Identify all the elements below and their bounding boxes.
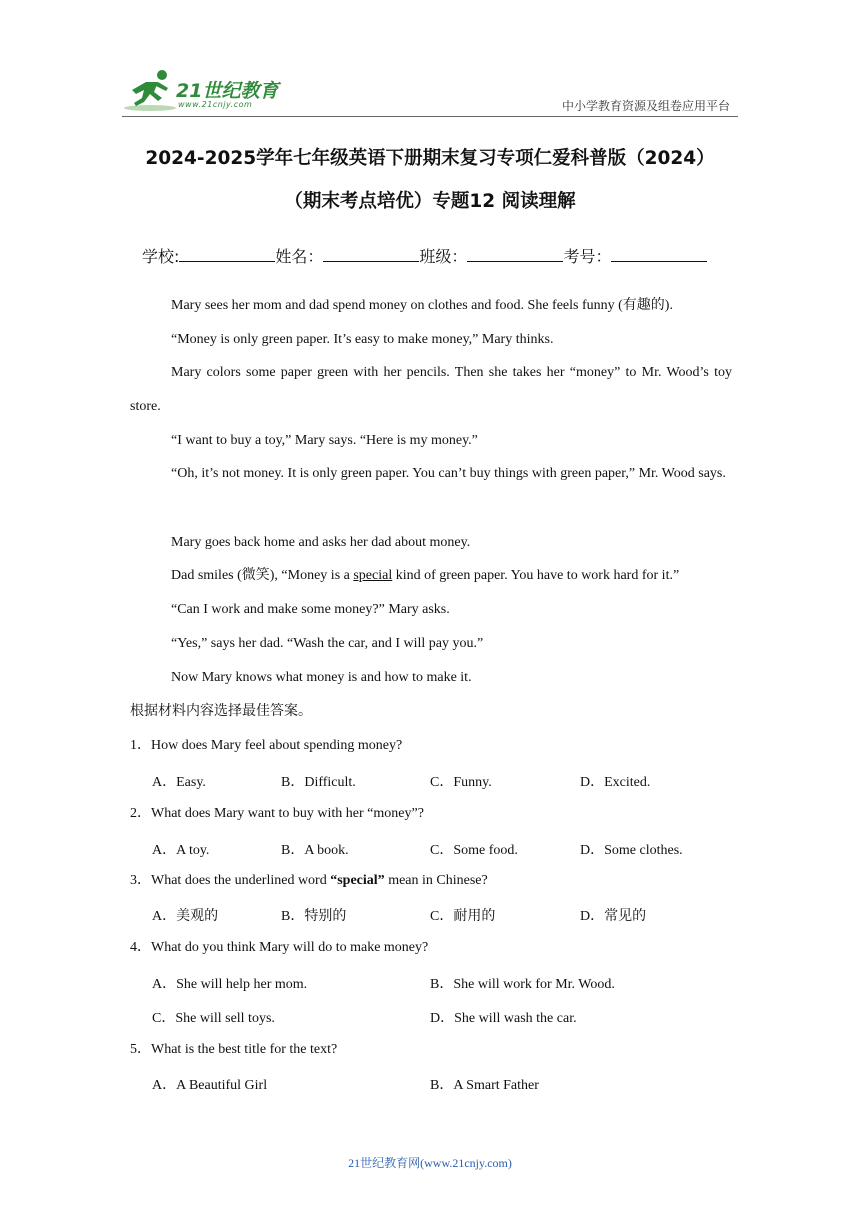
question-stem: 5．What is the best title for the text? xyxy=(130,1042,338,1057)
number-label: 考号： xyxy=(563,247,612,266)
passage-paragraph: Mary sees her mom and dad spend money on clothes and food. She feels funny (有趣的). xyxy=(171,298,673,313)
underlined-word: special xyxy=(353,568,393,583)
student-info-row xyxy=(142,244,707,267)
name-label: 姓名： xyxy=(275,247,324,266)
option-b[interactable]: B．She will work for Mr. Wood. xyxy=(430,977,615,992)
runner-icon xyxy=(122,68,182,114)
passage-paragraph: “I want to buy a toy,” Mary says. “Here is my money.” xyxy=(171,433,478,448)
logo-wordmark: 21世纪教育 xyxy=(176,80,279,102)
header-divider xyxy=(122,116,738,117)
option-b[interactable]: B．A Smart Father xyxy=(430,1078,539,1093)
instruction: 根据材料内容选择最佳答案。 xyxy=(130,704,312,719)
passage-paragraph: Mary colors some paper green with her pencils. Then she takes her “money” to Mr. Wood’s toy store. xyxy=(130,365,732,414)
stem-keyword: “special” xyxy=(330,873,385,888)
passage-paragraph: “Yes,” says her dad. “Wash the car, and I will pay you.” xyxy=(171,636,484,651)
option-b[interactable]: B．特别的 xyxy=(281,909,347,924)
logo-url: www.21cnjy.com xyxy=(178,100,253,109)
passage-paragraph: Now Mary knows what money is and how to make it. xyxy=(171,670,472,685)
school-blank[interactable] xyxy=(179,245,275,262)
option-c[interactable]: C．Some food. xyxy=(430,843,518,858)
stem-text: mean in Chinese? xyxy=(384,873,488,888)
option-d[interactable]: D．She will wash the car. xyxy=(430,1011,577,1026)
name-blank[interactable] xyxy=(323,245,419,262)
passage-paragraph: Mary goes back home and asks her dad about money. xyxy=(171,535,471,550)
page-subtitle: （期末考点培优）专题12 阅读理解 xyxy=(284,191,576,212)
option-c[interactable]: C．Funny. xyxy=(430,775,492,790)
passage-paragraph: “Can I work and make some money?” Mary asks. xyxy=(171,602,450,617)
school-label: 学校: xyxy=(142,247,180,266)
platform-label: 中小学教育资源及组卷应用平台 xyxy=(561,99,730,113)
option-d[interactable]: D．常见的 xyxy=(580,909,647,924)
page-title: 2024-2025学年七年级英语下册期末复习专项仁爱科普版（2024） xyxy=(145,148,715,169)
class-blank[interactable] xyxy=(467,245,563,262)
option-b[interactable]: B．A book. xyxy=(281,843,349,858)
passage-paragraph: “Money is only green paper. It’s easy to make money,” Mary thinks. xyxy=(171,332,554,347)
passage-paragraph: “Oh, it’s not money. It is only green paper. You can’t buy things with green paper,” Mr. Wood says. xyxy=(171,466,726,481)
option-d[interactable]: D．Excited. xyxy=(580,775,651,790)
question-stem: 1．How does Mary feel about spending money? xyxy=(130,738,403,753)
footer-link[interactable]: 21世纪教育网(www.21cnjy.com) xyxy=(348,1156,512,1170)
option-a[interactable]: A．A toy. xyxy=(152,843,210,858)
option-d[interactable]: D．Some clothes. xyxy=(580,843,683,858)
site-logo xyxy=(122,68,294,114)
question-stem: 2．What does Mary want to buy with her “money”? xyxy=(130,806,424,821)
option-c[interactable]: C．耐用的 xyxy=(430,909,496,924)
class-label: 班级： xyxy=(419,247,468,266)
option-a[interactable]: A．She will help her mom. xyxy=(152,977,308,992)
passage-paragraph xyxy=(130,567,732,584)
option-a[interactable]: A．美观的 xyxy=(152,909,219,924)
option-a[interactable]: A．A Beautiful Girl xyxy=(152,1078,268,1093)
option-b[interactable]: B．Difficult. xyxy=(281,775,356,790)
passage-text: Dad smiles (微笑), “Money is a xyxy=(171,568,354,583)
question-stem xyxy=(130,872,732,889)
option-c[interactable]: C．She will sell toys. xyxy=(152,1011,275,1026)
question-stem: 4．What do you think Mary will do to make money? xyxy=(130,940,429,955)
number-blank[interactable] xyxy=(611,245,707,262)
option-a[interactable]: A．Easy. xyxy=(152,775,206,790)
passage-text: kind of green paper. You have to work hard for it.” xyxy=(392,568,680,583)
stem-text: 3．What does the underlined word xyxy=(130,873,331,888)
